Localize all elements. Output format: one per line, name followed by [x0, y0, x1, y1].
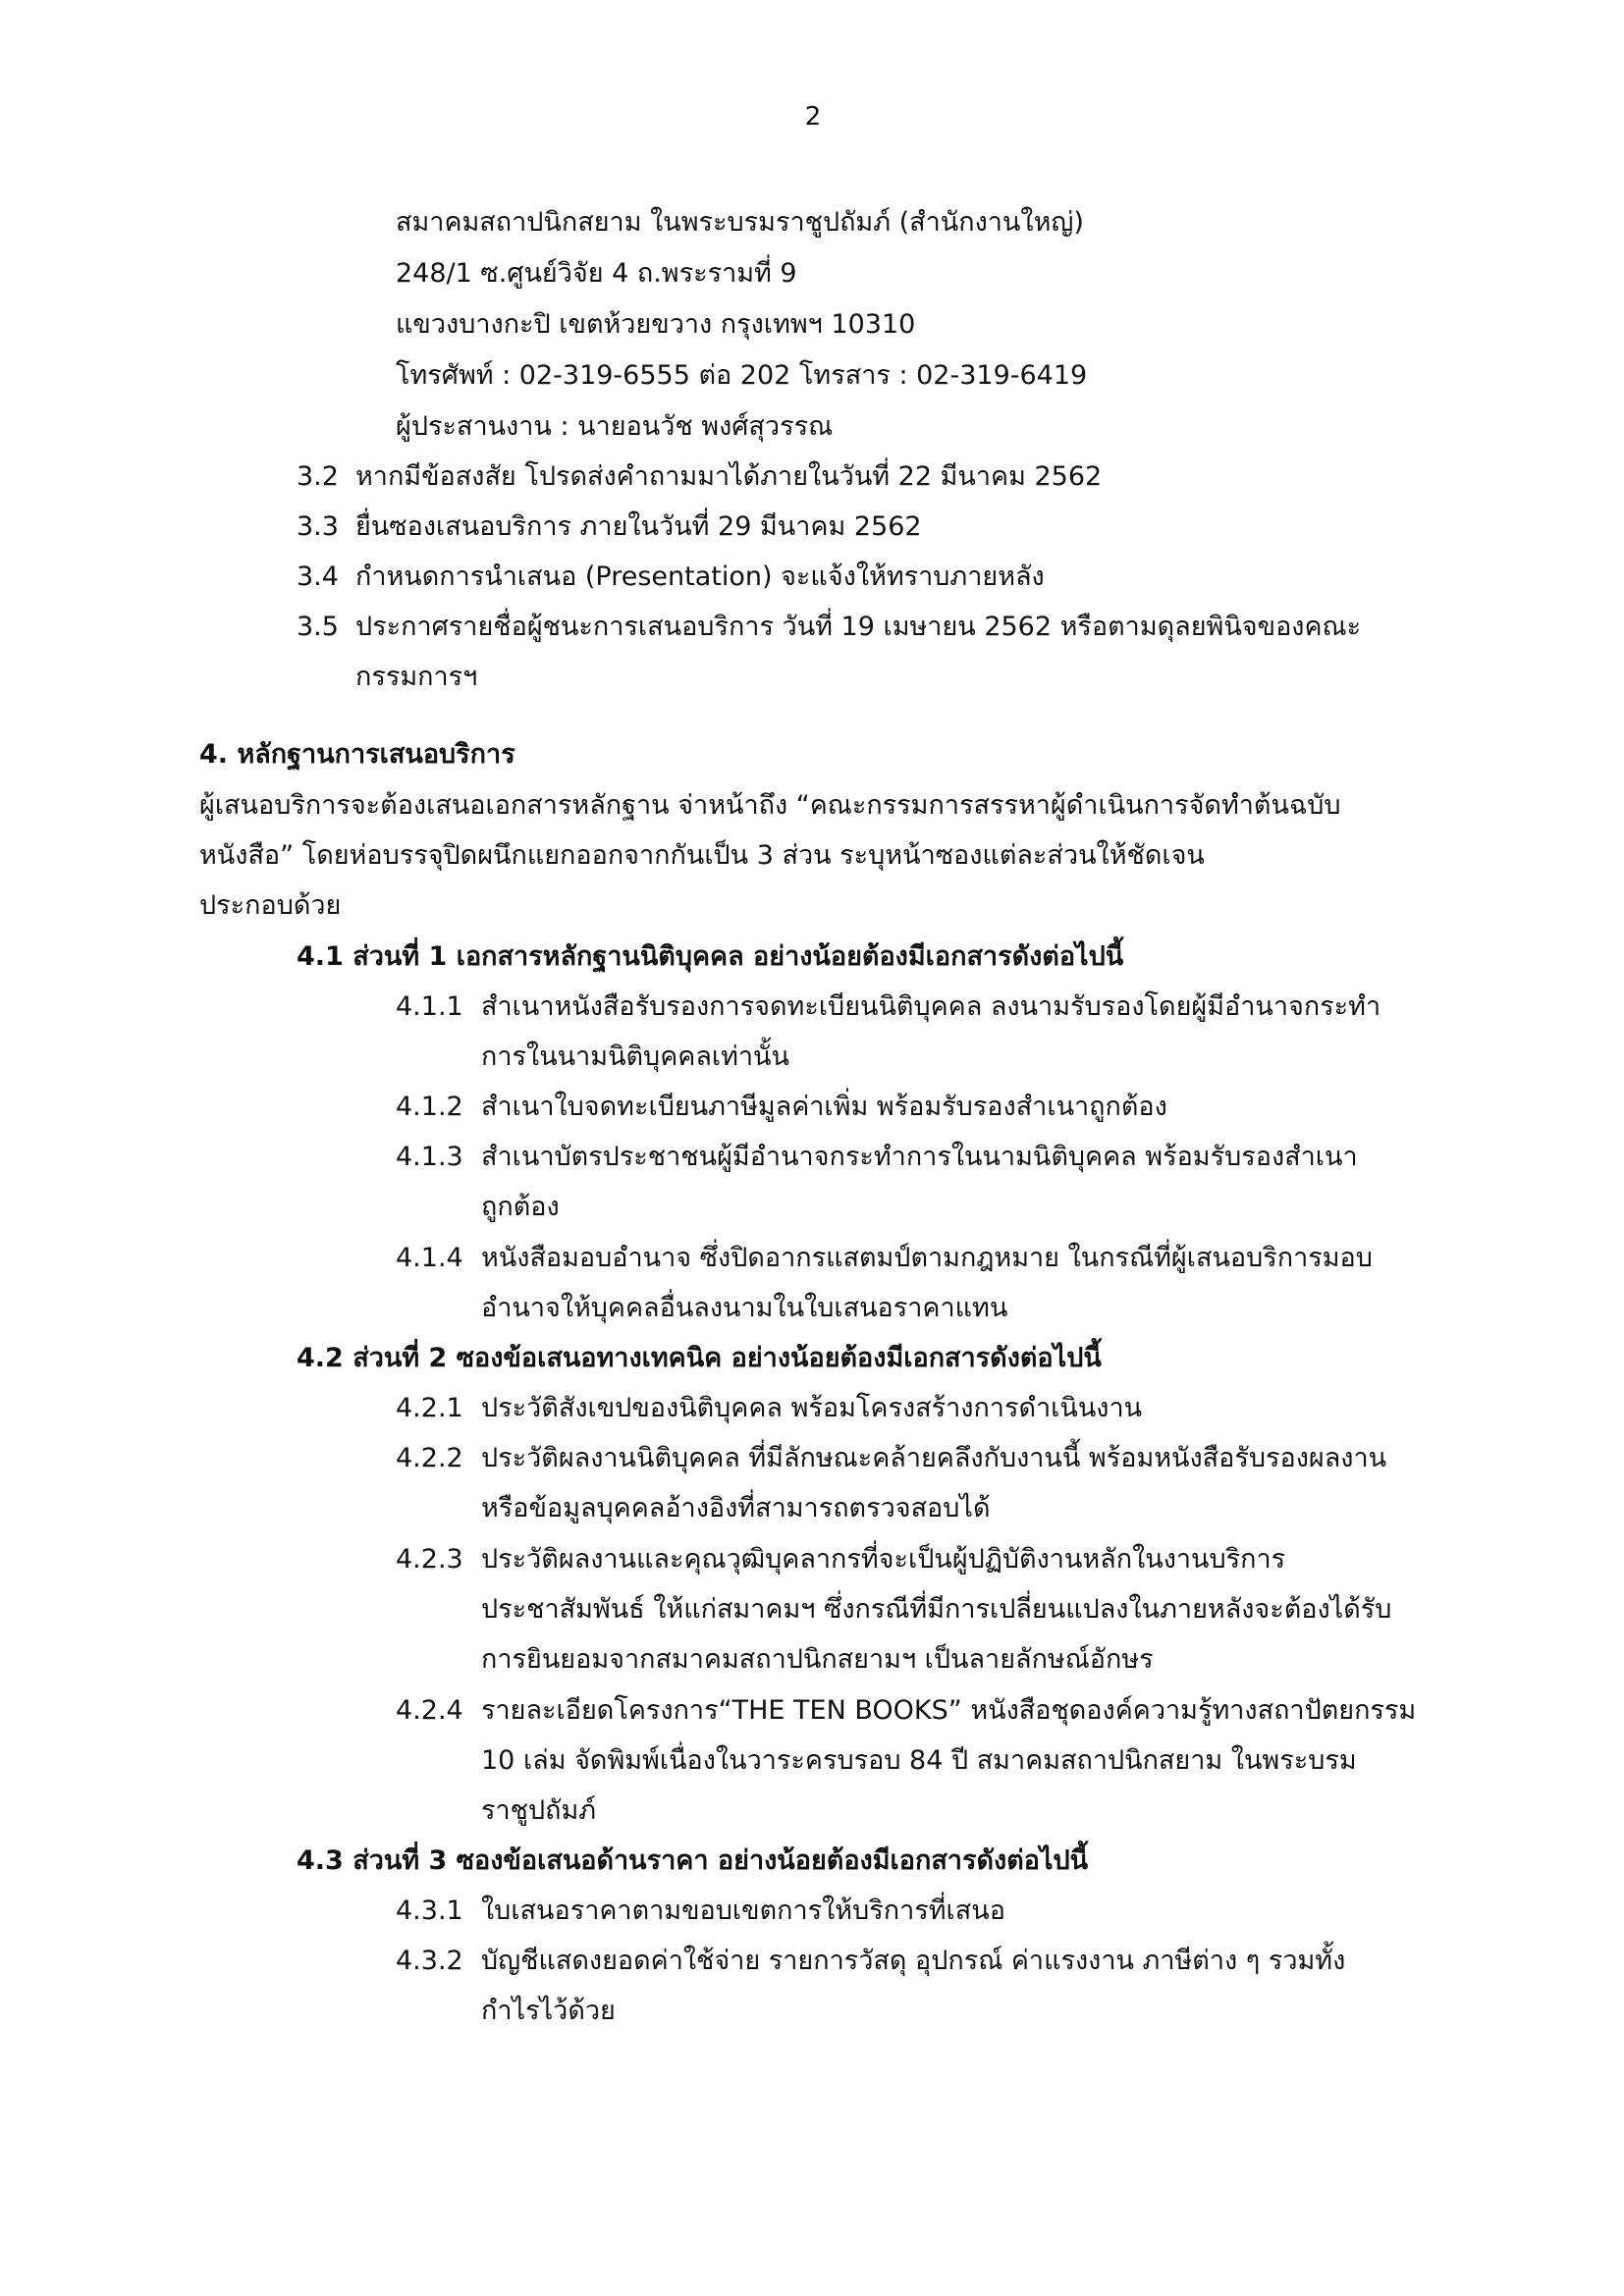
item-num: 4.3.1	[396, 1896, 463, 1926]
item-num: 4.3.2	[396, 1946, 463, 1976]
item-text-cont: ถูกต้อง	[481, 1192, 560, 1222]
schedule-text: กำหนดการนำเสนอ (Presentation) จะแจ้งให้ทราบภายหลัง	[355, 561, 1045, 592]
item-num: 4.1.4	[396, 1243, 463, 1273]
item-text-cont: กำไรไว้ด้วย	[481, 1996, 616, 2026]
intro-line: ประกอบด้วย	[199, 890, 342, 921]
schedule-text-cont: กรรมการฯ	[355, 662, 478, 692]
contact-address-2: แขวงบางกะปิ เขตห้วยขวาง กรุงเทพฯ 10310	[396, 309, 916, 340]
item-text: ใบเสนอราคาตามขอบเขตการให้บริการที่เสนอ	[481, 1896, 1005, 1926]
item-text: สำเนาใบจดทะเบียนภาษีมูลค่าเพิ่ม พร้อมรับรองสำเนาถูกต้อง	[481, 1092, 1167, 1122]
item-num: 4.1.1	[396, 991, 463, 1022]
item-text: ประวัติผลงานนิติบุคคล ที่มีลักษณะคล้ายคลึงกับงานนี้ พร้อมหนังสือรับรองผลงาน	[481, 1443, 1387, 1473]
schedule-num: 3.3	[297, 511, 339, 542]
item-text: ประวัติผลงานและคุณวุฒิบุคลากรที่จะเป็นผู้ปฏิบัติงานหลักในงานบริการ	[481, 1544, 1286, 1575]
contact-address-1: 248/1 ซ.ศูนย์วิจัย 4 ถ.พระรามที่ 9	[396, 258, 797, 289]
item-text-cont: ประชาสัมพันธ์ ให้แก่สมาคมฯ ซึ่งกรณีที่มีการเปลี่ยนแปลงในภายหลังจะต้องได้รับ	[481, 1594, 1392, 1625]
schedule-num: 3.4	[297, 561, 339, 592]
item-num: 4.1.3	[396, 1142, 463, 1172]
item-text: รายละเอียดโครงการ“THE TEN BOOKS” หนังสือชุดองค์ความรู้ทางสถาปัตยกรรม	[481, 1695, 1417, 1726]
item-num: 4.1.2	[396, 1092, 463, 1122]
item-text: หนังสือมอบอำนาจ ซึ่งปิดอากรแสตมป์ตามกฎหมาย ในกรณีที่ผู้เสนอบริการมอบ	[481, 1243, 1373, 1273]
schedule-num: 3.2	[297, 461, 339, 492]
item-text: บัญชีแสดงยอดค่าใช้จ่าย รายการวัสดุ อุปกรณ์ ค่าแรงงาน ภาษีต่าง ๆ รวมทั้ง	[481, 1946, 1346, 1976]
item-text-cont: การในนามนิติบุคคลเท่านั้น	[481, 1041, 789, 1072]
item-num: 4.2.4	[396, 1695, 463, 1726]
contact-phone: โทรศัพท์ : 02-319-6555 ต่อ 202 โทรสาร : 02-319-6419	[396, 360, 1088, 391]
subsection-title: 4.1 ส่วนที่ 1 เอกสารหลักฐานนิติบุคคล อย่างน้อยต้องมีเอกสารดังต่อไปนี้	[297, 941, 1124, 972]
schedule-num: 3.5	[297, 612, 339, 642]
schedule-text: ประกาศรายชื่อผู้ชนะการเสนอบริการ วันที่ 19 เมษายน 2562 หรือตามดุลยพินิจของคณะ	[355, 612, 1362, 642]
contact-org: สมาคมสถาปนิกสยาม ในพระบรมราชูปถัมภ์ (สำนักงานใหญ่)	[396, 207, 1084, 238]
item-text-cont: การยินยอมจากสมาคมสถาปนิกสยามฯ เป็นลายลักษณ์อักษร	[481, 1644, 1154, 1675]
item-num: 4.2.2	[396, 1443, 463, 1473]
section-heading: 4. หลักฐานการเสนอบริการ	[199, 739, 515, 770]
item-text: สำเนาหนังสือรับรองการจดทะเบียนนิติบุคคล ลงนามรับรองโดยผู้มีอำนาจกระทำ	[481, 991, 1381, 1022]
schedule-text: ยื่นซองเสนอบริการ ภายในวันที่ 29 มีนาคม 2562	[355, 511, 922, 542]
item-num: 4.2.1	[396, 1393, 463, 1423]
item-text-cont: 10 เล่ม จัดพิมพ์เนื่องในวาระครบรอบ 84 ปี สมาคมสถาปนิกสยาม ในพระบรม	[481, 1745, 1357, 1776]
contact-coordinator: ผู้ประสานงาน : นายอนวัช พงศ์สุวรรณ	[396, 411, 834, 442]
intro-line: หนังสือ” โดยห่อบรรจุปิดผนึกแยกออกจากกันเป็น 3 ส่วน ระบุหน้าซองแต่ละส่วนให้ชัดเจน	[199, 840, 1205, 871]
page-number: 2	[804, 102, 822, 132]
item-text: ประวัติสังเขปของนิติบุคคล พร้อมโครงสร้างการดำเนินงาน	[481, 1393, 1143, 1423]
item-text-cont: ราชูปถัมภ์	[481, 1795, 597, 1826]
schedule-text: หากมีข้อสงสัย โปรดส่งคำถามมาได้ภายในวันที่ 22 มีนาคม 2562	[355, 461, 1103, 492]
subsection-title: 4.3 ส่วนที่ 3 ซองข้อเสนอด้านราคา อย่างน้อยต้องมีเอกสารดังต่อไปนี้	[297, 1845, 1089, 1876]
subsection-title: 4.2 ส่วนที่ 2 ซองข้อเสนอทางเทคนิค อย่างน้อยต้องมีเอกสารดังต่อไปนี้	[297, 1343, 1102, 1373]
item-text-cont: หรือข้อมูลบุคคลอ้างอิงที่สามารถตรวจสอบได้	[481, 1493, 991, 1523]
intro-line: ผู้เสนอบริการจะต้องเสนอเอกสารหลักฐาน จ่าหน้าถึง “คณะกรรมการสรรหาผู้ดำเนินการจัดทำต้นฉบับ	[199, 790, 1341, 821]
item-num: 4.2.3	[396, 1544, 463, 1575]
item-text-cont: อำนาจให้บุคคลอื่นลงนามในใบเสนอราคาแทน	[481, 1293, 1008, 1323]
item-text: สำเนาบัตรประชาชนผู้มีอำนาจกระทำการในนามนิติบุคคล พร้อมรับรองสำเนา	[481, 1142, 1358, 1172]
